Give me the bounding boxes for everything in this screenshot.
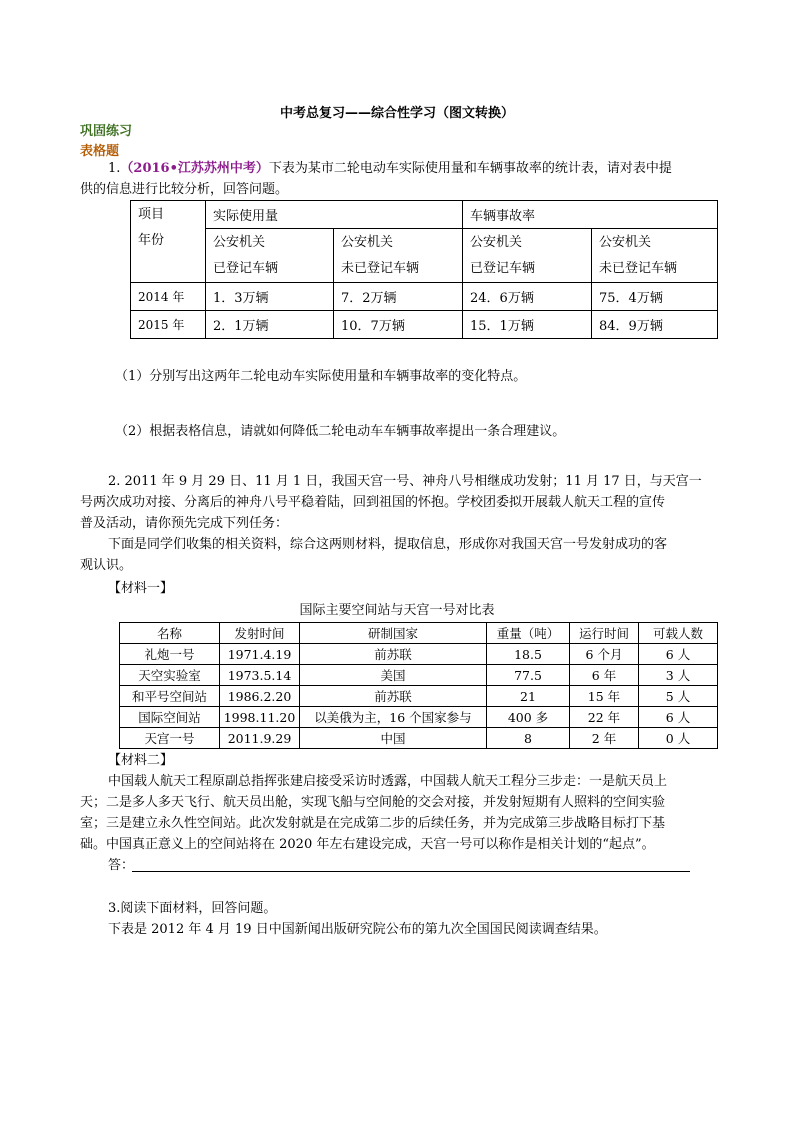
table-cell: 0 人 bbox=[639, 728, 718, 749]
table-cell: 礼炮一号 bbox=[120, 644, 220, 665]
table-cell: 5 人 bbox=[639, 686, 718, 707]
q1-group-accident: 车辆事故率 bbox=[463, 201, 718, 229]
table-row bbox=[120, 665, 718, 686]
table-cell: 7．2万辆 bbox=[334, 283, 463, 311]
q1-sub-unregistered-accident: 公安机关 未已登记车辆 bbox=[592, 229, 718, 283]
q2-line2: 号两次成功对接、分离后的神舟八号平稳着陆，回到祖国的怀抱。学校团委拟开展载人航天工程的宣传 bbox=[80, 495, 666, 510]
q1-corner-bottom: 年份 bbox=[138, 233, 165, 248]
q1-sub-registered-usage: 公安机关 已登记车辆 bbox=[206, 229, 334, 283]
table-cell-year: 2014 年 bbox=[131, 283, 206, 311]
table-header-cell: 可载人数 bbox=[639, 623, 718, 644]
q1-subquestion-1: （1）分别写出这两年二轮电动车实际使用量和车辆事故率的变化特点。 bbox=[115, 369, 527, 384]
page-title: 中考总复习——综合性学习（图文转换） bbox=[279, 106, 514, 121]
table-header-cell: 名称 bbox=[120, 623, 220, 644]
section-heading-practice: 巩固练习 bbox=[80, 124, 133, 139]
material-2-line4: 础。中国真正意义上的空间站将在 2020 年左右建设完成，天宫一号可以称作是相关计划的“起点”。 bbox=[80, 837, 655, 852]
q1-text-line2: 供的信息进行比较分析，回答问题。 bbox=[80, 182, 289, 197]
table-cell: 77.5 bbox=[487, 665, 570, 686]
q1-subquestion-2: （2）根据表格信息，请就如何降低二轮电动车车辆事故率提出一条合理建议。 bbox=[115, 424, 566, 439]
table-cell: 6 人 bbox=[639, 707, 718, 728]
table-cell: 8 bbox=[487, 728, 570, 749]
q1-sub-registered-accident: 公安机关 已登记车辆 bbox=[463, 229, 592, 283]
comparison-table-title: 国际主要空间站与天宫一号对比表 bbox=[299, 603, 495, 618]
space-station-table bbox=[119, 622, 718, 749]
table-cell: 6 人 bbox=[639, 644, 718, 665]
q2-line1: 2. 2011 年 9 月 29 日、11 月 1 日，我国天宫一号、神舟八号相继成功发射；11 月 17 日，与天宫一 bbox=[108, 474, 702, 489]
q1-line1 bbox=[108, 158, 672, 179]
table-cell-year: 2015 年 bbox=[131, 311, 206, 339]
table-row bbox=[120, 707, 718, 728]
table-row bbox=[120, 644, 718, 665]
answer-line[interactable] bbox=[132, 871, 690, 872]
q1-number: 1. bbox=[108, 161, 121, 176]
table-cell: 75．4万辆 bbox=[592, 283, 718, 311]
q3-line2: 下表是 2012 年 4 月 19 日中国新闻出版研究院公布的第九次全国国民阅读调查结果。 bbox=[108, 922, 607, 937]
table-cell: 22 年 bbox=[570, 707, 639, 728]
table-cell: 前苏联 bbox=[300, 644, 487, 665]
material-1-label: 【材料一】 bbox=[108, 581, 174, 596]
table-cell: 和平号空间站 bbox=[120, 686, 220, 707]
q1-corner-top: 项目 bbox=[138, 207, 165, 222]
table-header-cell: 运行时间 bbox=[570, 623, 639, 644]
q1-table-corner bbox=[131, 201, 206, 283]
table-row bbox=[120, 728, 718, 749]
table-cell: 3 人 bbox=[639, 665, 718, 686]
q1-group-usage: 实际使用量 bbox=[206, 201, 463, 229]
table-cell: 15 年 bbox=[570, 686, 639, 707]
table-cell: 6 年 bbox=[570, 665, 639, 686]
table-cell: 前苏联 bbox=[300, 686, 487, 707]
table-cell: 1．3万辆 bbox=[206, 283, 334, 311]
table-cell: 国际空间站 bbox=[120, 707, 220, 728]
table-row bbox=[131, 283, 718, 311]
q2-line3: 普及活动，请你预先完成下列任务： bbox=[80, 516, 289, 531]
table-cell: 15．1万辆 bbox=[463, 311, 592, 339]
table-header-cell: 发射时间 bbox=[220, 623, 300, 644]
q2-line4: 下面是同学们收集的相关资料，综合这两则材料，提取信息，形成你对我国天宫一号发射成功的客 bbox=[108, 537, 668, 552]
table-cell: 2011.9.29 bbox=[220, 728, 300, 749]
table-row bbox=[120, 686, 718, 707]
table-row bbox=[131, 311, 718, 339]
q1-sub-unregistered-usage: 公安机关 未已登记车辆 bbox=[334, 229, 463, 283]
table-cell: 1986.2.20 bbox=[220, 686, 300, 707]
table-cell: 1971.4.19 bbox=[220, 644, 300, 665]
table-cell: 84．9万辆 bbox=[592, 311, 718, 339]
material-2-line2: 天；二是多人多天飞行、航天员出舱，实现飞船与空间舱的交会对接，并发射短期有人照料的空间实验 bbox=[80, 795, 666, 810]
table-cell: 24．6万辆 bbox=[463, 283, 592, 311]
material-2-line3: 室；三是建立永久性空间站。此次发射就是在完成第二步的后续任务，并为完成第三步战略目标打下基 bbox=[80, 816, 666, 831]
table-cell: 1998.11.20 bbox=[220, 707, 300, 728]
material-2-line1: 中国载人航天工程原副总指挥张建启接受采访时透露，中国载人航天工程分三步走：一是航天员上 bbox=[108, 774, 668, 789]
table-cell: 以美俄为主，16 个国家参与 bbox=[300, 707, 487, 728]
table-cell: 6 个月 bbox=[570, 644, 639, 665]
answer-label: 答： bbox=[108, 858, 135, 873]
table-header-cell: 重量（吨） bbox=[487, 623, 570, 644]
section-heading-table-questions: 表格题 bbox=[80, 144, 120, 159]
q1-source: （2016•江苏苏州中考） bbox=[120, 161, 269, 176]
q1-text-line1: 下表为某市二轮电动车实际使用量和车辆事故率的统计表，请对表中提 bbox=[268, 161, 672, 176]
material-2-label: 【材料二】 bbox=[108, 753, 174, 768]
table-cell: 2．1万辆 bbox=[206, 311, 334, 339]
table-cell: 中国 bbox=[300, 728, 487, 749]
table-cell: 2 年 bbox=[570, 728, 639, 749]
q1-table bbox=[130, 200, 718, 339]
table-cell: 400 多 bbox=[487, 707, 570, 728]
table-cell: 1973.5.14 bbox=[220, 665, 300, 686]
q2-line5: 观认识。 bbox=[80, 558, 133, 573]
q3-line1: 3.阅读下面材料，回答问题。 bbox=[108, 901, 277, 916]
table-cell: 天空实验室 bbox=[120, 665, 220, 686]
table-cell: 21 bbox=[487, 686, 570, 707]
table-cell: 美国 bbox=[300, 665, 487, 686]
table-cell: 18.5 bbox=[487, 644, 570, 665]
table-cell: 10．7万辆 bbox=[334, 311, 463, 339]
table-header-row bbox=[120, 623, 718, 644]
table-cell: 天宫一号 bbox=[120, 728, 220, 749]
table-header-cell: 研制国家 bbox=[300, 623, 487, 644]
